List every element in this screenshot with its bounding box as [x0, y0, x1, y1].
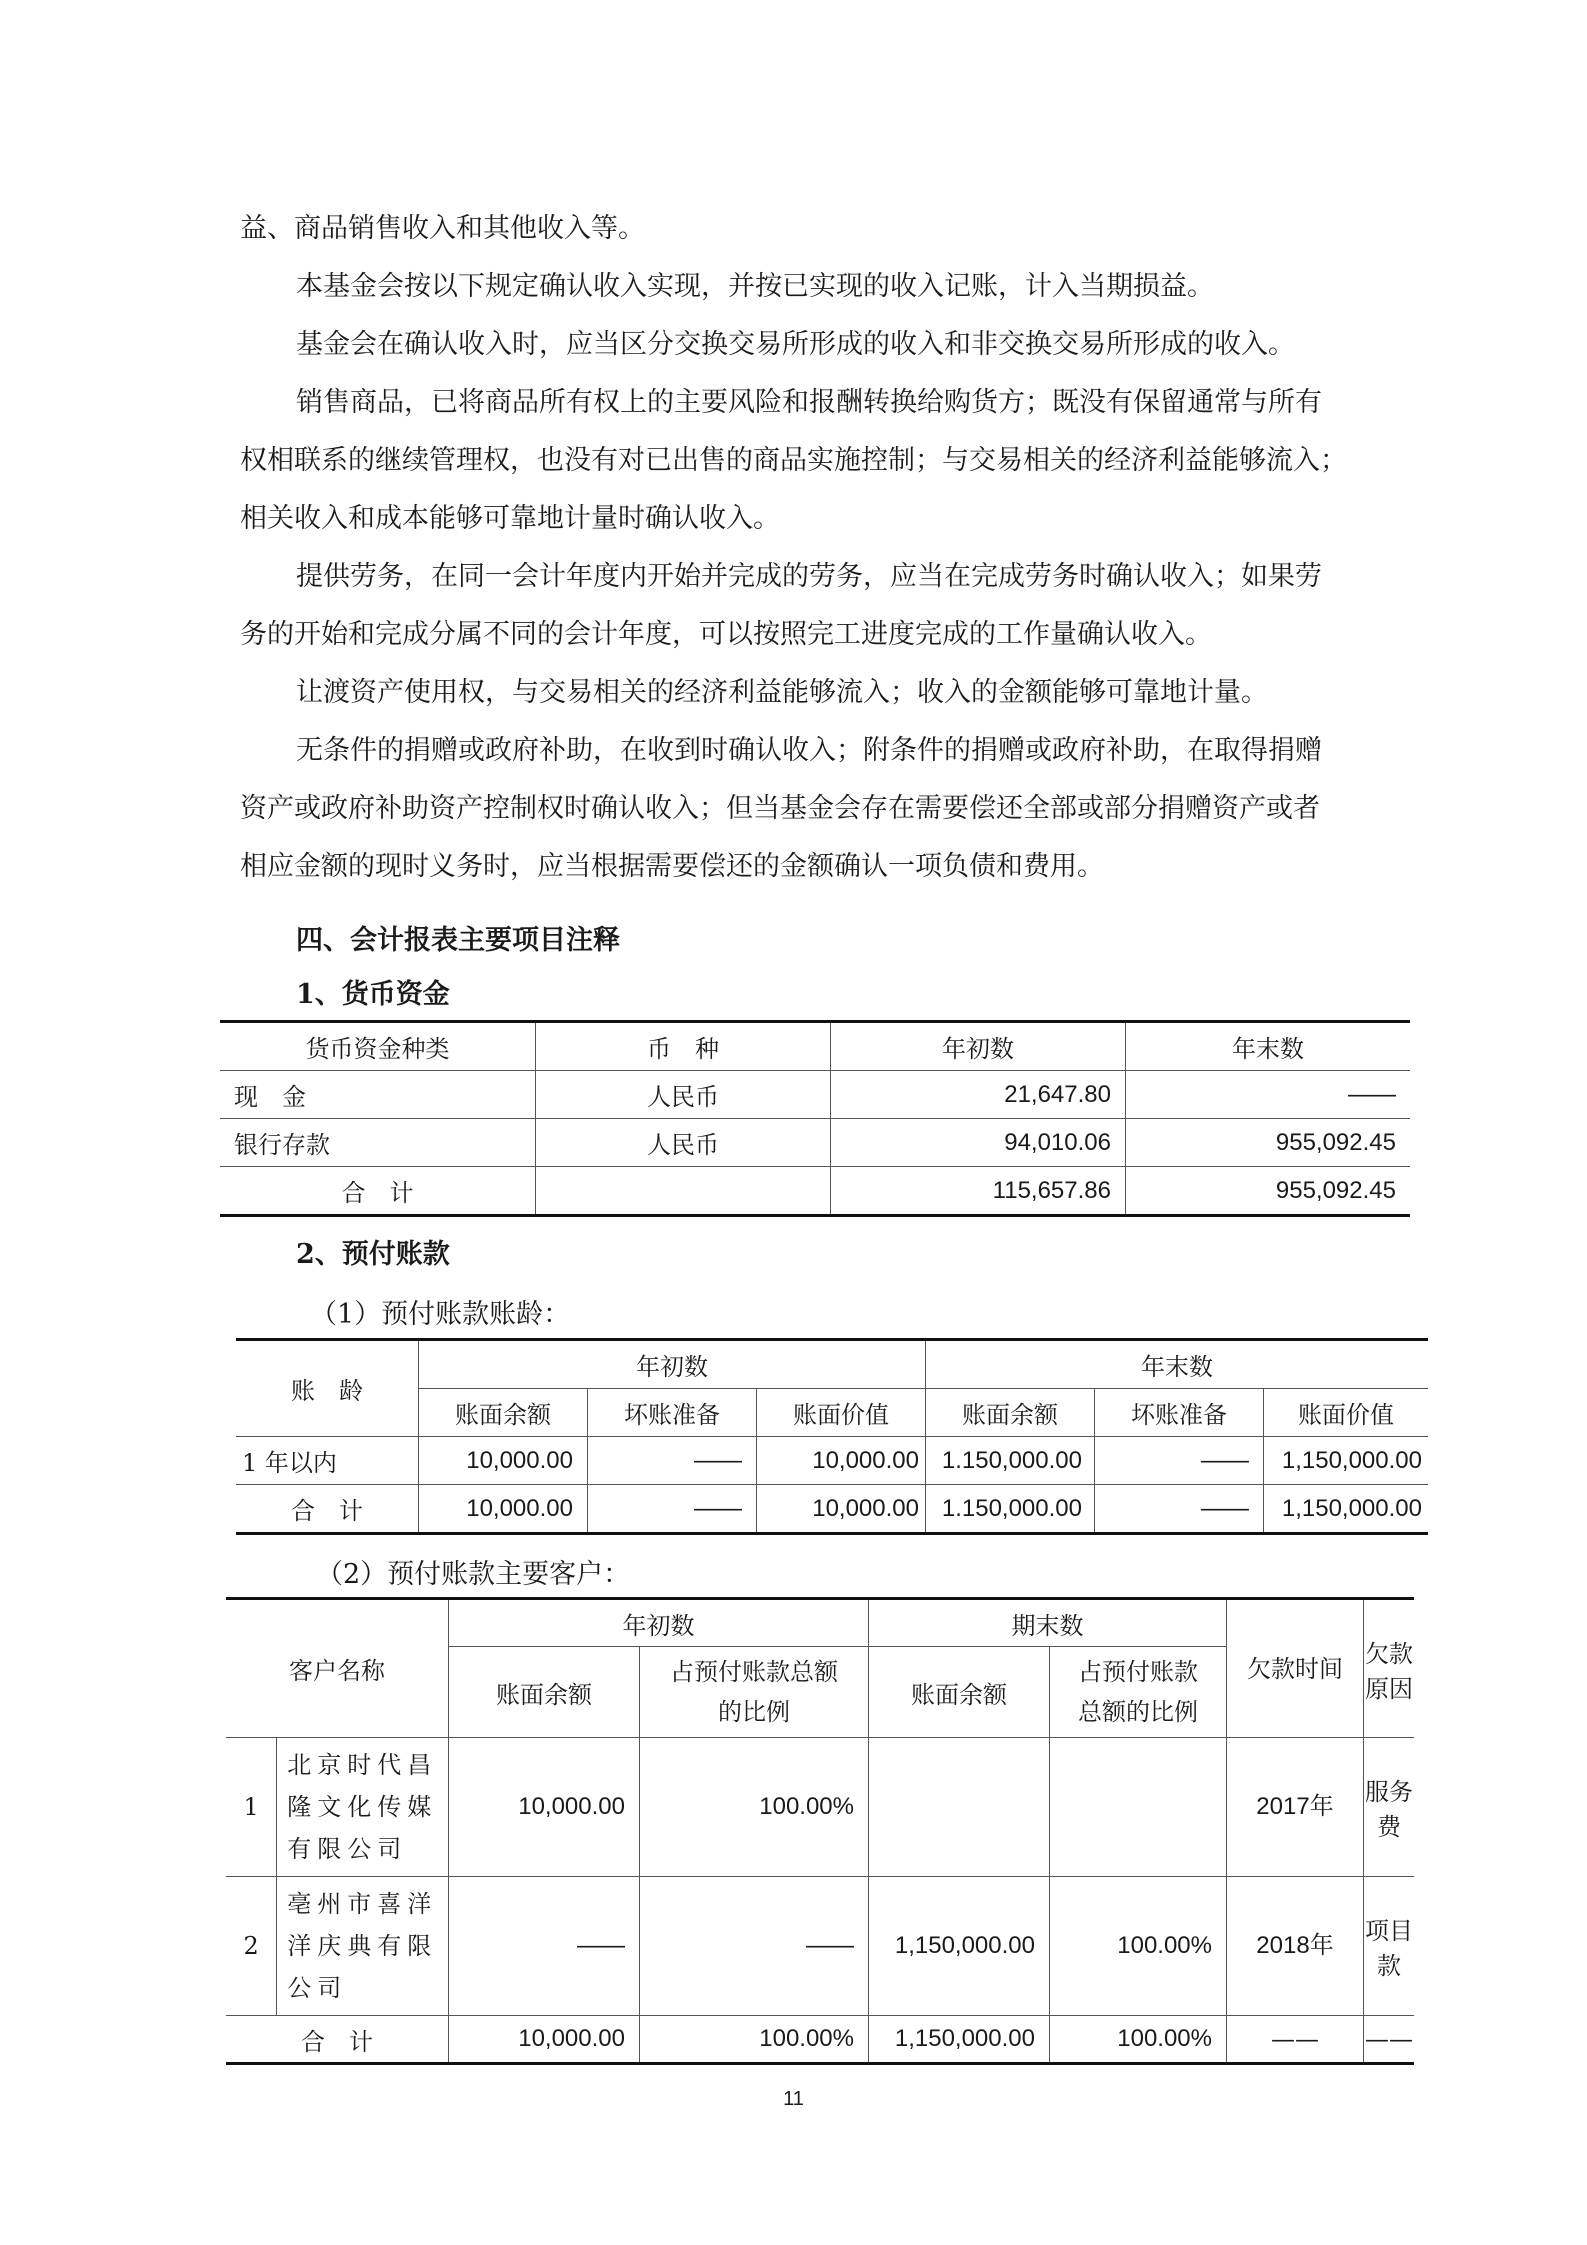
row-number: 2	[226, 1877, 277, 2016]
cell: 10,000.00	[757, 1485, 926, 1534]
cell: ——	[588, 1437, 757, 1485]
table-row	[226, 1877, 1414, 2016]
cell: 合 计	[226, 2016, 449, 2064]
cell	[869, 1738, 1050, 1877]
paragraph-line: 相应金额的现时义务时，应当根据需要偿还的金额确认一项负债和费用。	[240, 851, 1104, 882]
cell: 1,150,000.00	[1264, 1437, 1429, 1485]
customers-table	[226, 1597, 1414, 2065]
cell: 合 计	[236, 1485, 419, 1534]
cell: 94,010.06	[831, 1119, 1126, 1167]
cell: 955,092.45	[1126, 1119, 1411, 1167]
header-cell: 坏账准备	[1095, 1389, 1264, 1437]
paragraph-line: 让渡资产使用权，与交易相关的经济利益能够流入；收入的金额能够可靠地计量。	[296, 677, 1268, 708]
paragraph-line: 务的开始和完成分属不同的会计年度，可以按照完工进度完成的工作量确认收入。	[240, 619, 1212, 650]
cell: 10,000.00	[419, 1485, 588, 1534]
cell: 100.00%	[640, 2016, 869, 2064]
table-row	[220, 1119, 1410, 1167]
table-header-row	[220, 1022, 1410, 1071]
header-cell: 占预付账款总额的比例	[1050, 1647, 1227, 1738]
paragraph-line: 权相联系的继续管理权，也没有对已出售的商品实施控制；与交易相关的经济利益能够流入；	[240, 445, 1347, 476]
customers-subtitle: （2）预付账款主要客户：	[316, 1559, 631, 1590]
cell: 10,000.00	[757, 1437, 926, 1485]
header-cell: 占预付账款总额的比例	[640, 1647, 869, 1738]
cell: 10,000.00	[449, 2016, 640, 2064]
cell: 1 年以内	[236, 1437, 419, 1485]
aging-subtitle: （1）预付账款账龄：	[310, 1299, 571, 1330]
customer-name: 北京时代昌隆文化传媒有限公司	[277, 1738, 449, 1877]
table-total-row	[220, 1167, 1410, 1216]
prepaid-title: 2、预付账款	[296, 1239, 450, 1270]
customer-name: 亳州市喜洋洋庆典有限公司	[277, 1877, 449, 2016]
cell: 100.00%	[1050, 2016, 1227, 2064]
cell: 1.150,000.00	[926, 1485, 1095, 1534]
cell: 1,150,000.00	[869, 1877, 1050, 2016]
cell: 项目款	[1364, 1877, 1415, 2016]
paragraph-line: 益、商品销售收入和其他收入等。	[240, 213, 645, 244]
cell	[536, 1167, 831, 1216]
body-text	[240, 200, 1350, 896]
cell: ——	[588, 1485, 757, 1534]
table-header-row	[236, 1340, 1428, 1389]
header-cell: 客户名称	[226, 1599, 449, 1738]
paragraph-line: 提供劳务，在同一会计年度内开始并完成的劳务，应当在完成劳务时确认收入；如果劳	[296, 561, 1322, 592]
cell: 21,647.80	[831, 1071, 1126, 1119]
cell: 1,150,000.00	[869, 2016, 1050, 2064]
header-cell: 年初数	[449, 1599, 869, 1647]
header-cell: 币 种	[536, 1022, 831, 1071]
cell: ——	[1364, 2016, 1415, 2064]
cell: 955,092.45	[1126, 1167, 1411, 1216]
header-cell: 账面价值	[757, 1389, 926, 1437]
table-row	[236, 1437, 1428, 1485]
paragraph-line: 本基金会按以下规定确认收入实现，并按已实现的收入记账，计入当期损益。	[296, 271, 1214, 302]
header-cell: 年末数	[1126, 1022, 1411, 1071]
header-cell: 坏账准备	[588, 1389, 757, 1437]
paragraph-line: 资产或政府补助资产控制权时确认收入；但当基金会存在需要偿还全部或部分捐赠资产或者	[240, 793, 1320, 824]
header-cell: 账面余额	[869, 1647, 1050, 1738]
header-cell: 账 龄	[236, 1340, 419, 1437]
cell: ——	[1227, 2016, 1364, 2064]
cell	[1050, 1738, 1227, 1877]
page-number: 11	[783, 2088, 804, 2110]
cell: ——	[1095, 1437, 1264, 1485]
cell: 人民币	[536, 1071, 831, 1119]
header-cell: 期末数	[869, 1599, 1227, 1647]
cell: 人民币	[536, 1119, 831, 1167]
aging-table	[236, 1338, 1428, 1535]
header-cell: 年初数	[831, 1022, 1126, 1071]
table-header-row	[226, 1599, 1414, 1647]
cell: 2017年	[1227, 1738, 1364, 1877]
section-title: 四、会计报表主要项目注释	[296, 925, 620, 956]
cell: 2018年	[1227, 1877, 1364, 2016]
paragraph-line: 销售商品，已将商品所有权上的主要风险和报酬转换给购货方；既没有保留通常与所有	[296, 387, 1322, 418]
cell: 100.00%	[1050, 1877, 1227, 2016]
header-cell: 账面余额	[419, 1389, 588, 1437]
header-cell: 年末数	[926, 1340, 1429, 1389]
table-total-row	[236, 1485, 1428, 1534]
row-number: 1	[226, 1738, 277, 1877]
header-cell: 账面价值	[1264, 1389, 1429, 1437]
cell: 银行存款	[220, 1119, 536, 1167]
cell: 10,000.00	[419, 1437, 588, 1485]
cash-title: 1、货币资金	[296, 979, 450, 1010]
cell: 现 金	[220, 1071, 536, 1119]
header-cell: 欠款原因	[1364, 1599, 1415, 1738]
header-cell: 账面余额	[449, 1647, 640, 1738]
cell: 1,150,000.00	[1264, 1485, 1429, 1534]
cell: ——	[1095, 1485, 1264, 1534]
header-cell: 货币资金种类	[220, 1022, 536, 1071]
cell: ——	[640, 1877, 869, 2016]
cell: 合 计	[220, 1167, 536, 1216]
paragraph-line: 基金会在确认收入时，应当区分交换交易所形成的收入和非交换交易所形成的收入。	[296, 329, 1295, 360]
table-row	[226, 1738, 1414, 1877]
cell: 1.150,000.00	[926, 1437, 1095, 1485]
cash-table	[220, 1020, 1410, 1217]
cell: 115,657.86	[831, 1167, 1126, 1216]
table-total-row	[226, 2016, 1414, 2064]
table-row	[220, 1071, 1410, 1119]
cell: 100.00%	[640, 1738, 869, 1877]
paragraph-line: 无条件的捐赠或政府补助，在收到时确认收入；附条件的捐赠或政府补助，在取得捐赠	[296, 735, 1322, 766]
header-cell: 年初数	[419, 1340, 926, 1389]
paragraph-line: 相关收入和成本能够可靠地计量时确认收入。	[240, 503, 780, 534]
cell: 10,000.00	[449, 1738, 640, 1877]
header-cell: 欠款时间	[1227, 1599, 1364, 1738]
cell: ——	[1126, 1071, 1411, 1119]
header-cell: 账面余额	[926, 1389, 1095, 1437]
cell: 服务费	[1364, 1738, 1415, 1877]
cell: ——	[449, 1877, 640, 2016]
